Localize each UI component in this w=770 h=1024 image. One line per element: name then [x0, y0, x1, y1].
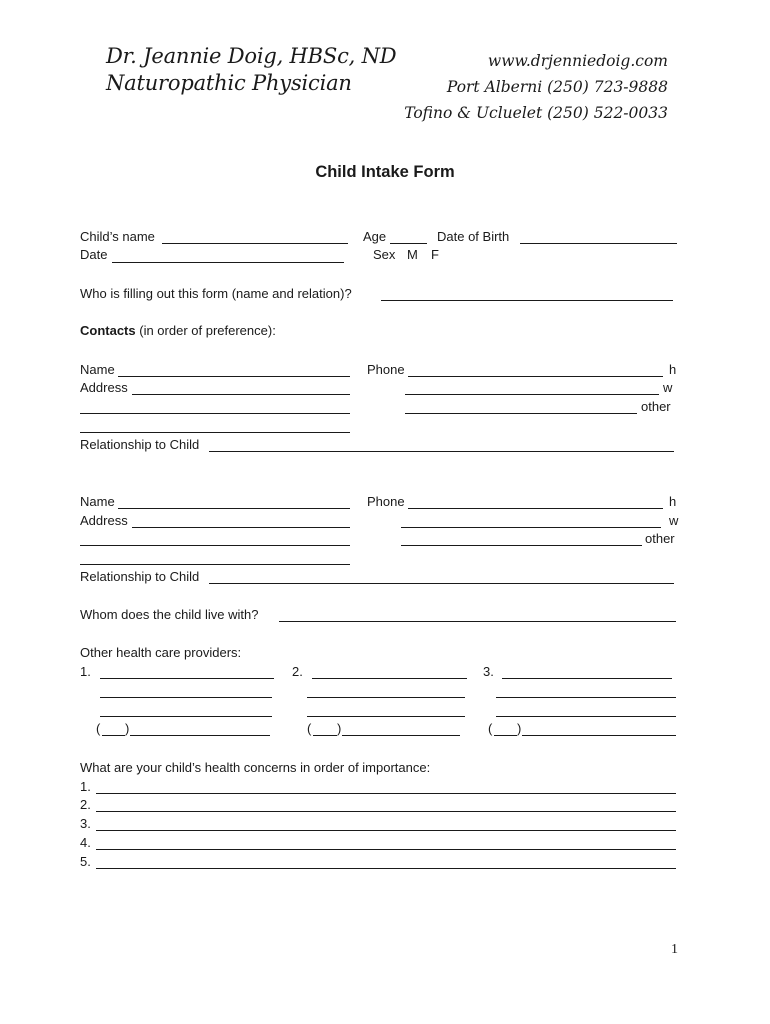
concern-field-3[interactable]	[96, 830, 676, 831]
contact1-phone-work-field[interactable]	[405, 394, 659, 395]
concern-number-2: 2.	[80, 797, 91, 812]
contact1-relationship-label: Relationship to Child	[80, 437, 200, 452]
age-label: Age	[363, 229, 387, 244]
contact1-phone-w-label: w	[663, 380, 673, 395]
page-number: 1	[671, 942, 678, 957]
concerns-label: What are your child’s health concerns in order of importance:	[80, 760, 431, 775]
contacts-heading	[80, 323, 276, 339]
provider1-paren-open: (	[96, 721, 101, 736]
contact2-phone-other-field[interactable]	[401, 545, 642, 546]
website-link[interactable]: www.drjenniedoig.com	[487, 52, 668, 70]
concern-field-2[interactable]	[96, 811, 676, 812]
contact2-name-label: Name	[80, 494, 115, 509]
concern-field-5[interactable]	[96, 868, 676, 869]
provider2-line3[interactable]	[307, 716, 465, 717]
contacts-note: (in order of preference):	[139, 323, 276, 338]
provider3-paren-open: (	[488, 721, 493, 736]
contact2-address-field-3[interactable]	[80, 564, 350, 565]
provider1-phone-field[interactable]	[130, 735, 270, 736]
contact1-address-field-3[interactable]	[80, 432, 350, 433]
contact2-address-label: Address	[80, 513, 128, 528]
provider1-line2[interactable]	[100, 697, 272, 698]
sex-option-f[interactable]: F	[431, 247, 439, 262]
concern-number-5: 5.	[80, 854, 91, 869]
contact2-phone-h-label: h	[669, 494, 677, 509]
provider2-paren-close: )	[337, 721, 342, 736]
contact2-address-field-2[interactable]	[80, 545, 350, 546]
provider1-paren-close: )	[125, 721, 130, 736]
dob-field[interactable]	[520, 243, 677, 244]
provider3-area-code-field[interactable]	[494, 735, 517, 736]
age-field[interactable]	[390, 243, 427, 244]
provider3-phone-field[interactable]	[522, 735, 676, 736]
provider1-line1[interactable]	[100, 678, 274, 679]
contact2-phone-home-field[interactable]	[408, 508, 663, 509]
contact1-relationship-field[interactable]	[209, 451, 674, 452]
concern-field-4[interactable]	[96, 849, 676, 850]
form-title: Child Intake Form	[315, 163, 455, 181]
contact1-address-field-2[interactable]	[80, 413, 350, 414]
phone-port-alberni: Port Alberni (250) 723-9888	[446, 78, 668, 96]
doctor-name: Dr. Jeannie Doig, HBSc, ND	[106, 44, 397, 68]
contact1-phone-label: Phone	[367, 362, 405, 377]
sex-option-m[interactable]: M	[407, 247, 418, 262]
contact1-name-label: Name	[80, 362, 115, 377]
providers-label: Other health care providers:	[80, 645, 242, 660]
contact2-phone-w-label: w	[669, 513, 679, 528]
sex-label: Sex	[373, 247, 396, 262]
dob-label: Date of Birth	[437, 229, 510, 244]
contact1-address-field-1[interactable]	[132, 394, 350, 395]
concern-field-1[interactable]	[96, 793, 676, 794]
phone-tofino-ucluelet: Tofino & Ucluelet (250) 522-0033	[404, 104, 668, 122]
provider3-number: 3.	[483, 664, 494, 679]
contact1-phone-home-field[interactable]	[408, 376, 663, 377]
provider2-number: 2.	[292, 664, 303, 679]
provider1-area-code-field[interactable]	[102, 735, 125, 736]
contact2-name-field[interactable]	[118, 508, 350, 509]
contact1-phone-h-label: h	[669, 362, 677, 377]
filling-out-field[interactable]	[381, 300, 673, 301]
lives-with-field[interactable]	[279, 621, 676, 622]
provider1-number: 1.	[80, 664, 91, 679]
provider3-line3[interactable]	[496, 716, 676, 717]
provider2-line1[interactable]	[312, 678, 467, 679]
contacts-label: Contacts	[80, 323, 136, 338]
provider2-paren-open: (	[307, 721, 312, 736]
contact2-phone-label: Phone	[367, 494, 405, 509]
provider2-area-code-field[interactable]	[313, 735, 337, 736]
provider3-line1[interactable]	[502, 678, 672, 679]
contact1-address-label: Address	[80, 380, 128, 395]
provider2-phone-field[interactable]	[342, 735, 460, 736]
contact2-address-field-1[interactable]	[132, 527, 350, 528]
provider1-line3[interactable]	[100, 716, 272, 717]
contact2-phone-other-label: other	[645, 531, 675, 546]
concern-number-3: 3.	[80, 816, 91, 831]
contact2-relationship-label: Relationship to Child	[80, 569, 200, 584]
concern-number-4: 4.	[80, 835, 91, 850]
contact1-name-field[interactable]	[118, 376, 350, 377]
provider3-paren-close: )	[517, 721, 522, 736]
childs-name-label: Child’s name	[80, 229, 155, 244]
contact2-relationship-field[interactable]	[209, 583, 674, 584]
provider2-line2[interactable]	[307, 697, 465, 698]
lives-with-label: Whom does the child live with?	[80, 607, 259, 622]
doctor-title: Naturopathic Physician	[106, 71, 352, 95]
childs-name-field[interactable]	[162, 243, 348, 244]
provider3-line2[interactable]	[496, 697, 676, 698]
date-label: Date	[80, 247, 108, 262]
filling-out-label: Who is filling out this form (name and relation)?	[80, 286, 352, 301]
concern-number-1: 1.	[80, 779, 91, 794]
contact1-phone-other-field[interactable]	[405, 413, 637, 414]
date-field[interactable]	[112, 262, 344, 263]
contact1-phone-other-label: other	[641, 399, 671, 414]
contact2-phone-work-field[interactable]	[401, 527, 661, 528]
